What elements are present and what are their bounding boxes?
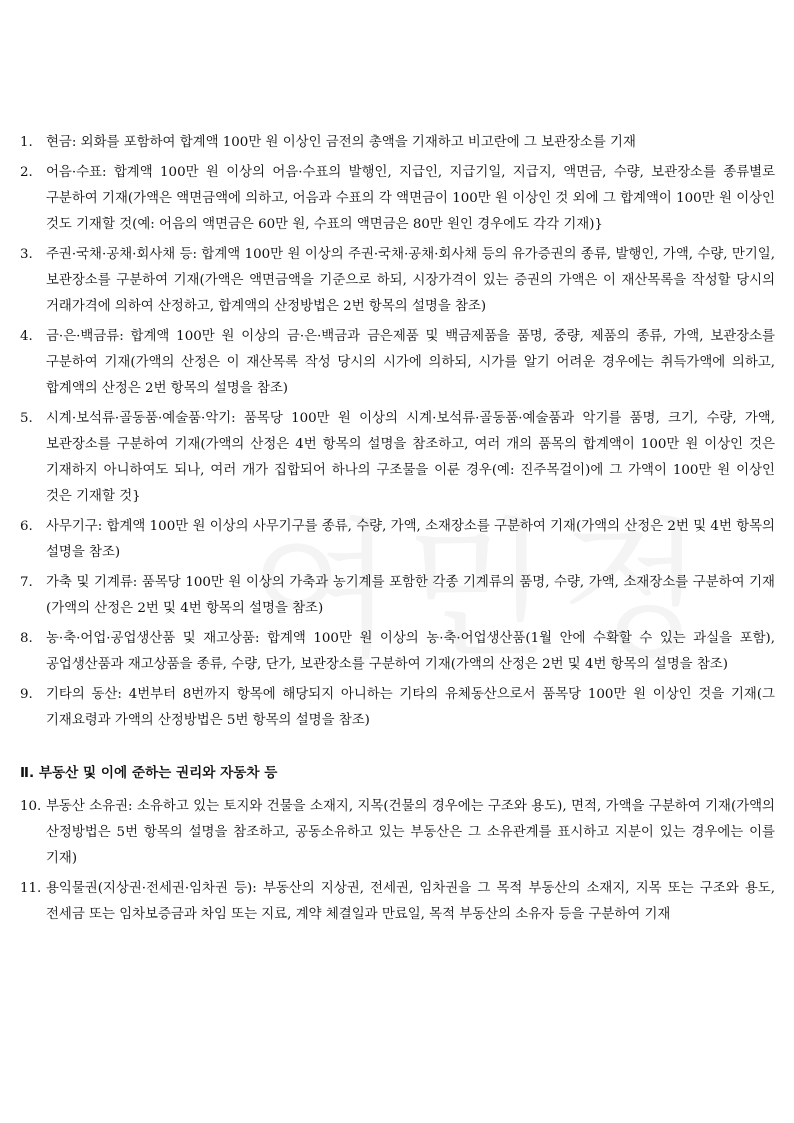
item-list-part1 <box>20 130 775 734</box>
item-text: 농·축·어업·공업생산품 및 재고상품: 합계액 100만 원 이상의 농·축·어업생산품(1월 안에 수확할 수 있는 과실을 포함), 공업생산품과 재고상품을 종류, 수량, 단가, 보관장소를 구분하여 기재(가액의 산정은 2번 및 4번 항목의 설명을 참조) <box>46 631 775 672</box>
item-number: 10. <box>20 799 42 814</box>
item-text: 기타의 동산: 4번부터 8번까지 항목에 해당되지 아니하는 기타의 유체동산으로서 품목당 100만 원 이상인 것을 기재(그 기재요령과 가액의 산정방법은 5번 항목의 설명을 참조) <box>46 687 775 728</box>
list-item <box>20 514 775 566</box>
list-item <box>20 626 775 678</box>
list-item <box>20 242 775 320</box>
item-number: 8. <box>20 631 33 646</box>
list-item <box>20 324 775 402</box>
item-number: 4. <box>20 329 33 344</box>
item-text: 시계·보석류·골동품·예술품·악기: 품목당 100만 원 이상의 시계·보석류·골동품·예술품과 악기를 품명, 크기, 수량, 가액, 보관장소를 구분하여 기재(가액의 산정은 4번 항목의 설명을 참조하고, 여러 개의 품목의 합계액이 100만 원 이상인 것은 기재하지 아니하여도 되나, 여러 개가 집합되어 하나의 구조물을 이룬 경우(예: 진주목걸이)에 그 가액이 100만 원 이상인 것은 기재할 것} <box>46 411 775 504</box>
item-number: 2. <box>20 165 33 180</box>
item-number: 11. <box>20 881 42 896</box>
document-body <box>20 130 775 932</box>
item-number: 5. <box>20 411 33 426</box>
list-item <box>20 794 775 872</box>
item-text: 가축 및 기계류: 품목당 100만 원 이상의 가축과 농기계를 포함한 각종 기계류의 품명, 수량, 가액, 소재장소를 구분하여 기재(가액의 산정은 2번 및 4번 항목의 설명을 참조) <box>46 575 775 616</box>
list-item <box>20 876 775 928</box>
list-item <box>20 682 775 734</box>
item-text: 부동산 소유권: 소유하고 있는 토지와 건물을 소재지, 지목(건물의 경우에는 구조와 용도), 면적, 가액을 구분하여 기재(가액의 산정방법은 5번 항목의 설명을 참조하고, 공동소유하고 있는 부동산은 그 소유관계를 표시하고 지분이 있는 경우에는 이를 기재) <box>46 799 775 866</box>
list-item <box>20 130 775 156</box>
list-item <box>20 406 775 510</box>
section-heading: Ⅱ. 부동산 및 이에 준하는 권리와 자동차 등 <box>20 765 278 781</box>
item-text: 주권·국채·공채·회사채 등: 합계액 100만 원 이상의 주권·국채·공채·회사채 등의 유가증권의 종류, 발행인, 가액, 수량, 만기일, 보관장소를 구분하여 기재(가액은 액면금액을 기준으로 하되, 시장가격이 있는 증권의 가액은 이 재산목록을 작성할 당시의 거래가격에 의하여 산정하고, 합계액의 산정방법은 2번 항목의 설명을 참조) <box>46 247 775 314</box>
list-item <box>20 570 775 622</box>
item-number: 6. <box>20 519 33 534</box>
item-text: 사무기구: 합계액 100만 원 이상의 사무기구를 종류, 수량, 가액, 소재장소를 구분하여 기재(가액의 산정은 2번 및 4번 항목의 설명을 참조) <box>46 519 775 560</box>
item-text: 현금: 외화를 포함하여 합계액 100만 원 이상인 금전의 총액을 기재하고 비고란에 그 보관장소를 기재 <box>46 135 636 150</box>
list-item <box>20 160 775 238</box>
item-text: 금·은·백금류: 합계액 100만 원 이상의 금·은·백금과 금은제품 및 백금제품을 품명, 중량, 제품의 종류, 가액, 보관장소를 구분하여 기재(가액의 산정은 이 재산목록 작성 당시의 시가에 의하되, 시가를 알기 어려운 경우에는 취득가액에 의하고, 합계액의 산정은 2번 항목의 설명을 참조) <box>46 329 775 396</box>
item-text: 어음·수표: 합계액 100만 원 이상의 어음·수표의 발행인, 지급인, 지급기일, 지급지, 액면금, 수량, 보관장소를 종류별로 구분하여 기재(가액은 액면금액에 의하고, 어음과 수표의 각 액면금이 100만 원 이상인 것 외에 그 합계액이 100만 원 이상인 것도 기재할 것(예: 어음의 액면금은 60만 원, 수표의 액면금은 80만 원인 경우에도 각각 기재)} <box>46 165 775 232</box>
item-number: 1. <box>20 135 33 150</box>
item-number: 9. <box>20 687 33 702</box>
item-number: 7. <box>20 575 33 590</box>
item-list-part2 <box>20 794 775 928</box>
item-number: 3. <box>20 247 33 262</box>
item-text: 용익물권(지상권·전세권·임차권 등): 부동산의 지상권, 전세권, 임차권을 그 목적 부동산의 소재지, 지목 또는 구조와 용도, 전세금 또는 임차보증금과 차임 또는 지료, 계약 체결일과 만료일, 목적 부동산의 소유자 등을 구분하여 기재 <box>46 881 775 922</box>
